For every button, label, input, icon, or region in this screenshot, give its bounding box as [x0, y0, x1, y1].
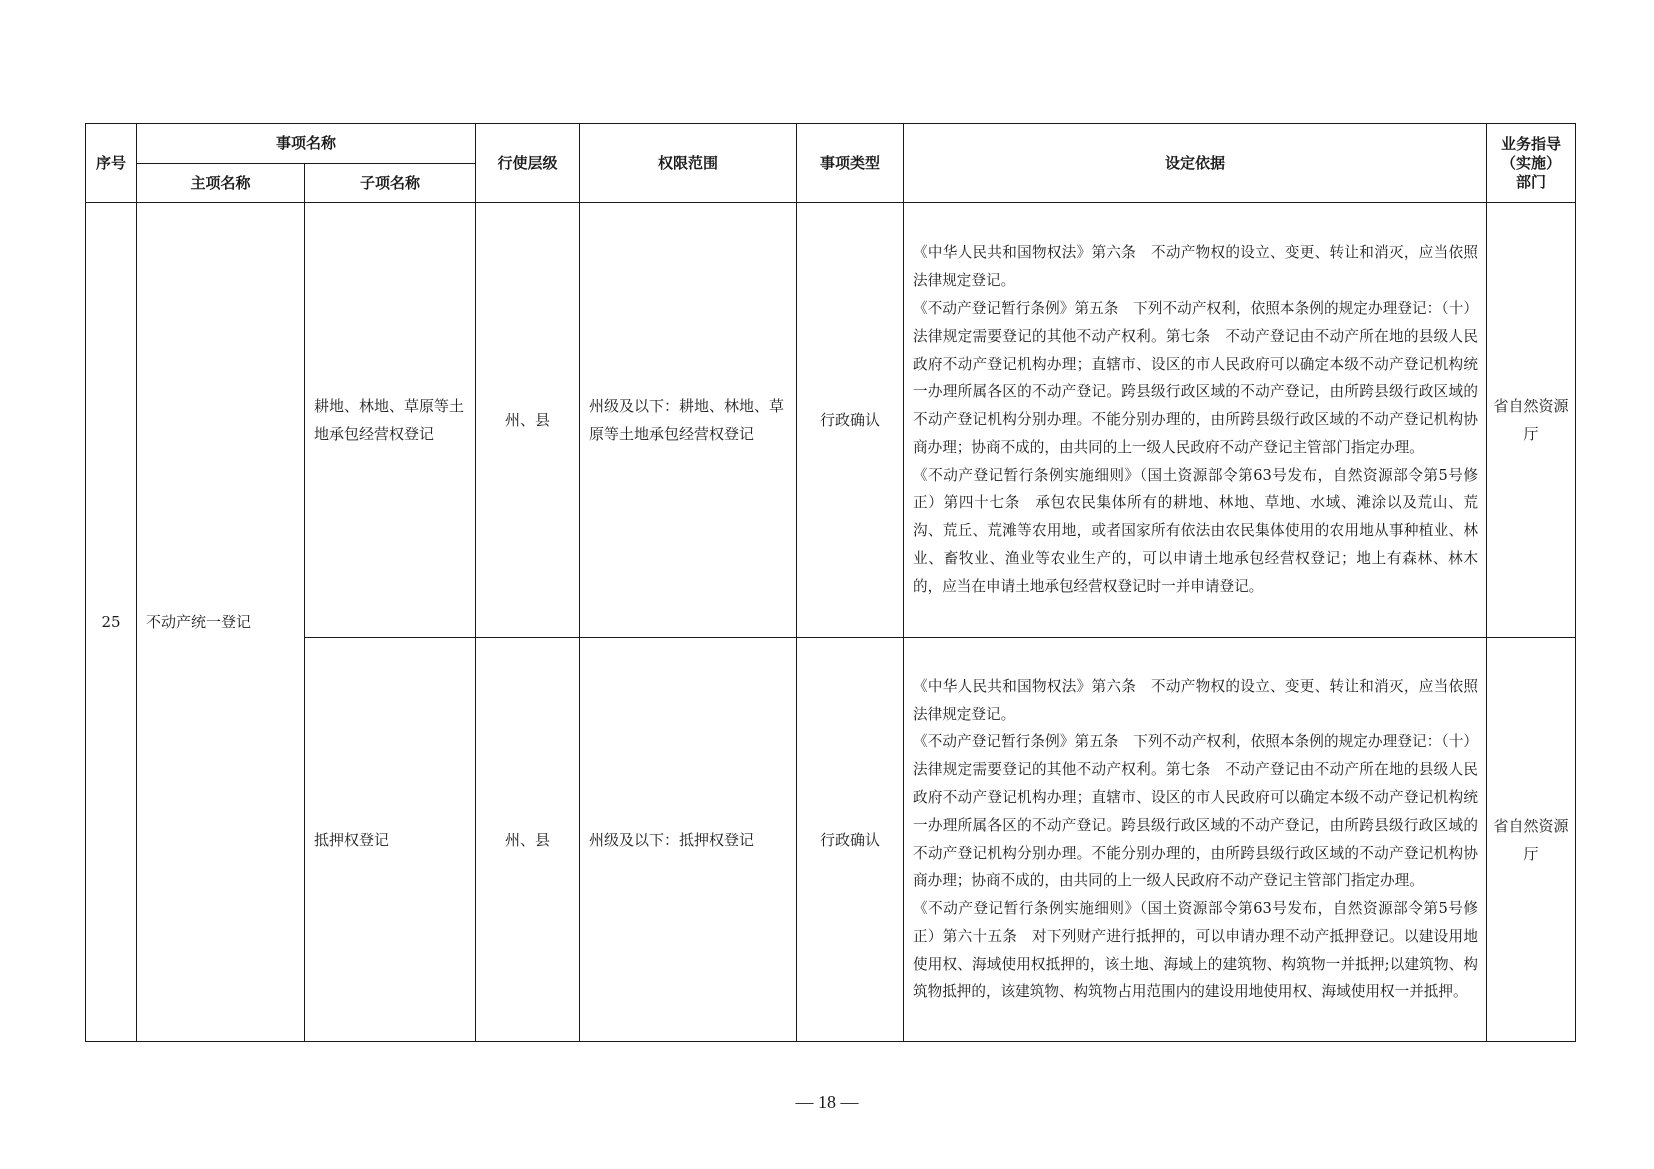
- header-dept-line2: （实施）: [1501, 153, 1562, 172]
- row-level: 州、县: [476, 638, 580, 1042]
- header-type: 事项类型: [797, 124, 904, 203]
- row-dept: 省自然资源厅: [1487, 638, 1576, 1042]
- header-sub-item: 子项名称: [305, 164, 476, 203]
- header-item-name: 事项名称: [137, 124, 476, 164]
- header-main-item: 主项名称: [137, 164, 305, 203]
- row-type: 行政确认: [797, 638, 904, 1042]
- row-scope: 州级及以下：抵押权登记: [580, 638, 797, 1042]
- row-seq: 25: [86, 203, 137, 1042]
- row-basis: [904, 638, 1487, 1042]
- basis-paragraph: 《中华人民共和国物权法》第六条 不动产物权的设立、变更、转让和消灭，应当依照法律规定登记。: [913, 677, 1479, 723]
- row-main-item: 不动产统一登记: [137, 203, 305, 1042]
- table-row: [86, 638, 1576, 1042]
- basis-paragraph: 《中华人民共和国物权法》第六条 不动产物权的设立、变更、转让和消灭，应当依照法律规定登记。: [913, 244, 1479, 290]
- row-basis: [904, 203, 1487, 638]
- row-level: 州、县: [476, 203, 580, 638]
- header-dept: [1487, 124, 1576, 203]
- page-number: — 18 —: [795, 1092, 859, 1112]
- basis-paragraph: 《不动产登记暂行条例实施细则》（国土资源部令第63号发布，自然资源部令第5号修正）第四十七条 承包农民集体所有的耕地、林地、草地、水域、滩涂以及荒山、荒沟、荒丘、荒滩等农用地，或者国家所有依法由农民集体使用的农用地从事种植业、林业、畜牧业、渔业等农业生产的，可以申请土地承包经营权登记；地上有森林、林木的，应当在申请土地承包经营权登记时一并申请登记。: [913, 466, 1479, 595]
- row-type: 行政确认: [797, 203, 904, 638]
- row-dept: 省自然资源厅: [1487, 203, 1576, 638]
- header-level: 行使层级: [476, 124, 580, 203]
- table-row: [86, 203, 1576, 638]
- header-basis: 设定依据: [904, 124, 1487, 203]
- row-scope: 州级及以下：耕地、林地、草原等土地承包经营权登记: [580, 203, 797, 638]
- row-sub-item: 耕地、林地、草原等土地承包经营权登记: [305, 203, 476, 638]
- header-dept-line1: 业务指导: [1501, 134, 1562, 153]
- basis-paragraph: 《不动产登记暂行条例》第五条 下列不动产权利，依照本条例的规定办理登记：（十）法律规定需要登记的其他不动产权利。第七条 不动产登记由不动产所在地的县级人民政府不动产登记机构办理；直辖市、设区的市人民政府可以确定本级不动产登记机构统一办理所属各区的不动产登记。跨县级行政区域的不动产登记，由所跨县级行政区域的不动产登记机构分别办理。不能分别办理的，由所跨县级行政区域的不动产登记机构协商办理；协商不成的，由共同的上一级人民政府不动产登记主管部门指定办理。: [913, 299, 1479, 456]
- row-sub-item: 抵押权登记: [305, 638, 476, 1042]
- header-seq: 序号: [86, 124, 137, 203]
- basis-paragraph: 《不动产登记暂行条例实施细则》（国土资源部令第63号发布，自然资源部令第5号修正）第六十五条 对下列财产进行抵押的，可以申请办理不动产抵押登记。以建设用地使用权、海域使用权抵押的，该土地、海域上的建筑物、构筑物一并抵押;以建筑物、构筑物抵押的，该建筑物、构筑物占用范围内的建设用地使用权、海域使用权一并抵押。: [913, 900, 1479, 1001]
- item-table: [85, 123, 1576, 1042]
- header-dept-line3: 部门: [1516, 172, 1547, 191]
- header-scope: 权限范围: [580, 124, 797, 203]
- basis-paragraph: 《不动产登记暂行条例》第五条 下列不动产权利，依照本条例的规定办理登记：（十）法律规定需要登记的其他不动产权利。第七条 不动产登记由不动产所在地的县级人民政府不动产登记机构办理；直辖市、设区的市人民政府可以确定本级不动产登记机构统一办理所属各区的不动产登记。跨县级行政区域的不动产登记，由所跨县级行政区域的不动产登记机构分别办理。不能分别办理的，由所跨县级行政区域的不动产登记机构协商办理；协商不成的，由共同的上一级人民政府不动产登记主管部门指定办理。: [913, 733, 1479, 890]
